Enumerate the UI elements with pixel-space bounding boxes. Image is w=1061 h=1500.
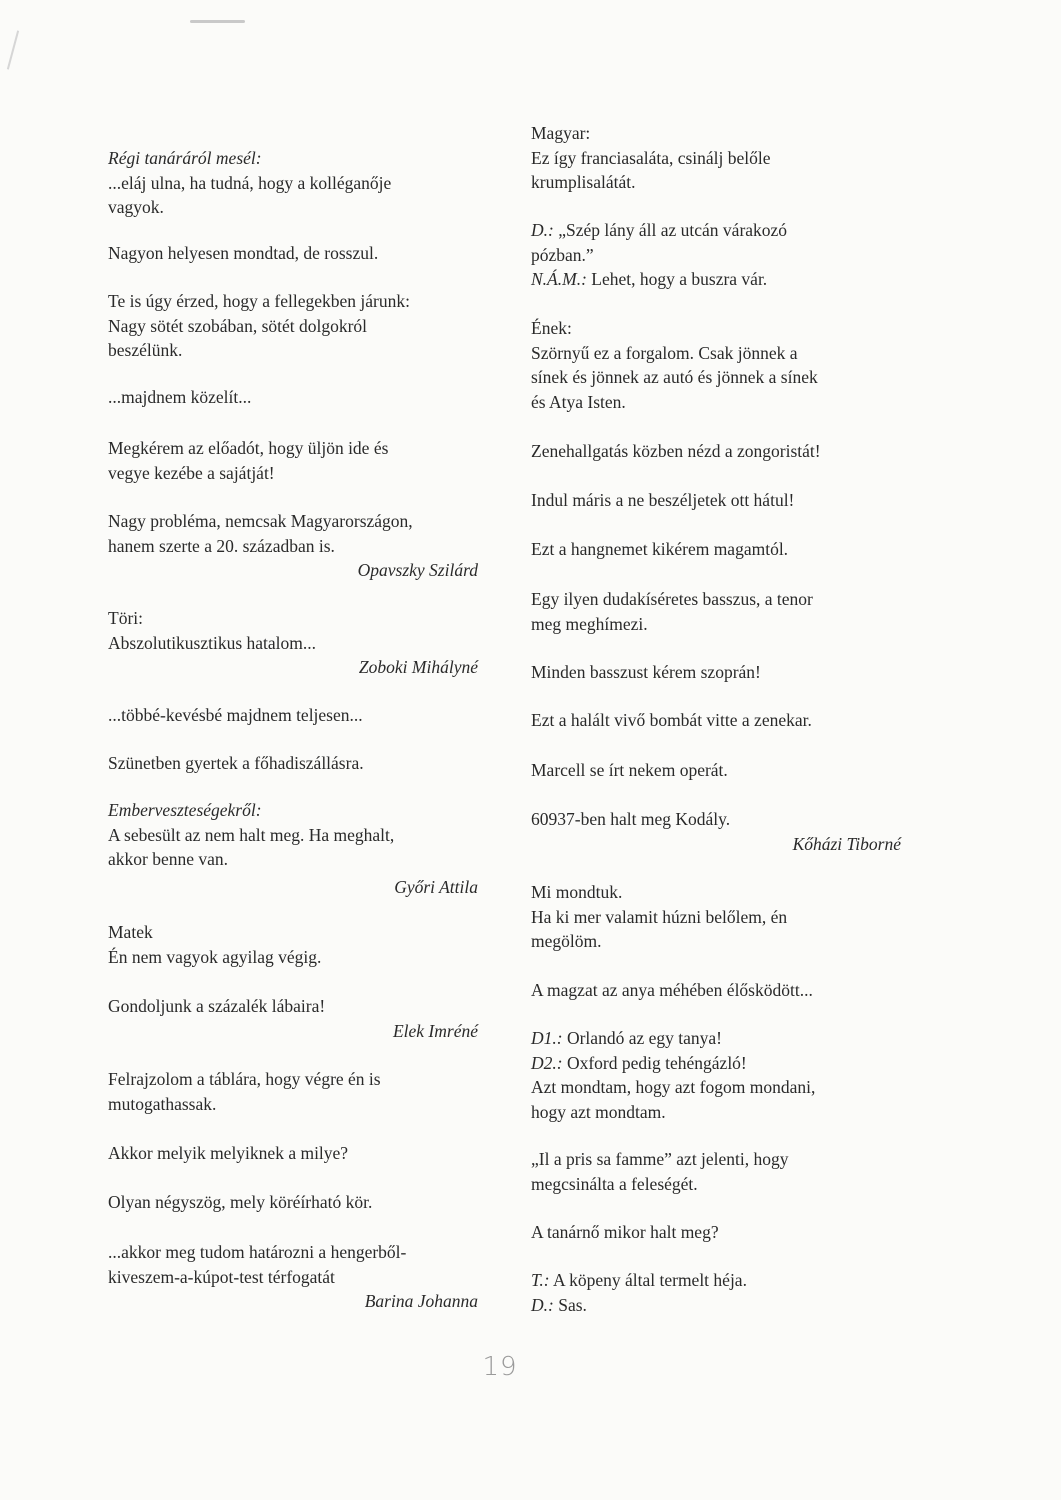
quote-line: Felrajzolom a táblára, hogy végre én is: [108, 1069, 381, 1089]
quote-line: megcsinálta a feleségét.: [531, 1173, 698, 1194]
quote-line: „Il a pris sa famme” azt jelenti, hogy: [531, 1149, 789, 1169]
quote-line: hanem szerte a 20. században is.: [108, 535, 335, 556]
quote-line: Ezt a hangnemet kikérem magamtól.: [531, 539, 789, 559]
section-heading: Régi tanáráról mesél:: [108, 148, 262, 168]
quote-block: [108, 1141, 478, 1166]
quote-line: sínek és jönnek az autó és jönnek a sínek: [531, 367, 818, 387]
quote-block: [531, 1147, 901, 1196]
quote-line: Olyan négyszög, mely köréírható kör.: [108, 1192, 373, 1212]
quote-line: Akkor melyik melyiknek a milye?: [108, 1143, 349, 1163]
author-signature: Zoboki Mihályné: [358, 657, 478, 677]
speaker-label: N.Á.M.:: [531, 269, 587, 289]
quote-line: Nagy sötét szobában, sötét dolgokról: [108, 315, 368, 336]
dialogue-text: Oxford pedig tehéngázló!: [562, 1052, 747, 1073]
quote-line: 60937-ben halt meg Kodály.: [531, 809, 731, 829]
quote-block: [108, 920, 478, 969]
quote-line: Egy ilyen dudakíséretes basszus, a tenor: [531, 589, 813, 609]
author-signature: Barina Johanna: [364, 1291, 478, 1311]
subject-label: Matek: [108, 922, 153, 942]
quote-line: Ezt a halált vivő bombát vitte a zenekar.: [531, 710, 812, 730]
speaker-label: T.:: [531, 1270, 550, 1290]
dialogue-line: [531, 1268, 901, 1293]
quote-block: [531, 758, 901, 783]
quote-block: [531, 316, 901, 414]
quote-line: Ha ki mer valamit húzni belőlem, én: [531, 906, 788, 927]
subject-label: Töri:: [108, 608, 143, 628]
quote-line: Zenehallgatás közben nézd a zongoristát!: [531, 441, 821, 461]
quote-line: ...eláj ulna, ha tudná, hogy a kolléganője: [108, 172, 392, 193]
quote-line: A magzat az anya méhében élősködött...: [531, 980, 813, 1000]
speaker-label: D.:: [531, 1294, 554, 1315]
quote-block: [531, 1220, 901, 1245]
quote-line: pózban.”: [531, 244, 594, 265]
dialogue-line: [531, 218, 901, 243]
quote-line: vagyok.: [108, 197, 164, 217]
page-number: 19: [482, 1352, 518, 1382]
quote-line: Szörnyű ez a forgalom. Csak jönnek a: [531, 342, 798, 363]
quote-line: hogy azt mondtam.: [531, 1101, 666, 1122]
quote-block: [108, 751, 478, 776]
quote-block: [108, 798, 478, 899]
quote-block: [108, 606, 478, 680]
author-signature: Kőházi Tiborné: [792, 833, 901, 854]
quote-line: Szünetben gyertek a főhadiszállásra.: [108, 753, 364, 773]
quote-block: [531, 807, 901, 856]
quote-block: [108, 146, 478, 220]
dialogue-line: [531, 1026, 901, 1051]
scan-pencil-mark: [7, 30, 19, 69]
quote-block: [108, 703, 478, 728]
quote-block: [531, 488, 901, 513]
scan-smudge: [190, 20, 245, 23]
dialogue-line: [531, 1051, 901, 1076]
quote-block: [108, 385, 478, 410]
quote-line: akkor benne van.: [108, 849, 229, 869]
quote-block: [108, 289, 478, 363]
quote-block: [108, 241, 478, 266]
author-signature: Győri Attila: [394, 876, 478, 897]
quote-line: Indul máris a ne beszéljetek ott hátul!: [531, 490, 795, 510]
quote-block: [531, 121, 901, 195]
quote-line: és Atya Isten.: [531, 391, 626, 412]
quote-block: [531, 978, 901, 1003]
quote-block: [108, 509, 478, 583]
speaker-label: D1.:: [531, 1028, 563, 1048]
dialogue-line: [531, 1293, 901, 1318]
author-signature: Opavszky Szilárd: [357, 560, 478, 580]
dialogue-text: Orlandó az egy tanya!: [562, 1028, 722, 1048]
author-signature: Elek Imréné: [392, 1020, 478, 1041]
quote-line: Minden basszust kérem szoprán!: [531, 662, 761, 682]
dialogue-text: „Szép lány áll az utcán várakozó: [553, 220, 788, 240]
quote-line: A sebesült az nem halt meg. Ha meghalt,: [108, 824, 395, 845]
quote-line: vegye kezébe a sajátját!: [108, 462, 275, 483]
quote-block: [531, 439, 901, 464]
speaker-label: D2.:: [531, 1052, 563, 1073]
quote-line: kiveszem-a-kúpot-test térfogatát: [108, 1266, 335, 1287]
quote-line: mutogathassak.: [108, 1093, 217, 1114]
speaker-label: D.:: [531, 220, 554, 240]
quote-block: [108, 1190, 478, 1215]
quote-line: Marcell se írt nekem operát.: [531, 760, 728, 780]
quote-line: Te is úgy érzed, hogy a fellegekben járunk:: [108, 291, 410, 311]
quote-line: Nagyon helyesen mondtad, de rosszul.: [108, 243, 379, 263]
dialogue-text: A köpeny által termelt héja.: [549, 1270, 747, 1290]
quote-line: Gondoljunk a százalék lábaira!: [108, 996, 326, 1016]
quote-block: [108, 436, 478, 485]
quote-line: megölöm.: [531, 931, 602, 951]
quote-line: ...majdnem közelít...: [108, 387, 252, 407]
dialogue-line: [531, 267, 901, 292]
section-heading: Emberveszteségekről:: [108, 800, 262, 820]
dialogue-text: Lehet, hogy a buszra vár.: [586, 269, 768, 289]
quote-block: [108, 1067, 478, 1116]
quote-line: Megkérem az előadót, hogy üljön ide és: [108, 438, 389, 458]
subject-label: Magyar:: [531, 123, 591, 143]
quote-block: [531, 1268, 901, 1317]
quote-block: [531, 660, 901, 685]
quote-block: [108, 994, 478, 1043]
quote-block: [531, 708, 901, 733]
quote-line: Abszolutikusztikus hatalom...: [108, 632, 317, 653]
quote-line: Azt mondtam, hogy azt fogom mondani,: [531, 1077, 816, 1097]
quote-line: meg meghímezi.: [531, 613, 648, 634]
quote-block: [531, 537, 901, 562]
quote-block: [531, 880, 901, 954]
quote-block: [531, 587, 901, 636]
quote-line: Nagy probléma, nemcsak Magyarországon,: [108, 511, 413, 531]
quote-line: krumplisalátát.: [531, 172, 636, 192]
dialogue-text: Sas.: [553, 1294, 587, 1315]
quote-block: [108, 1240, 478, 1314]
quote-line: Mi mondtuk.: [531, 882, 623, 902]
quote-line: Ez így franciasaláta, csinálj belőle: [531, 147, 771, 168]
quote-line: ...többé-kevésbé majdnem teljesen...: [108, 705, 363, 725]
subject-label: Ének:: [531, 318, 572, 338]
quote-line: Én nem vagyok agyilag végig.: [108, 946, 322, 967]
quote-block: [531, 1026, 901, 1124]
quote-line: beszélünk.: [108, 340, 183, 360]
quote-line: ...akkor meg tudom határozni a hengerből-: [108, 1242, 407, 1262]
quote-line: A tanárnő mikor halt meg?: [531, 1222, 719, 1242]
quote-block: [531, 218, 901, 292]
